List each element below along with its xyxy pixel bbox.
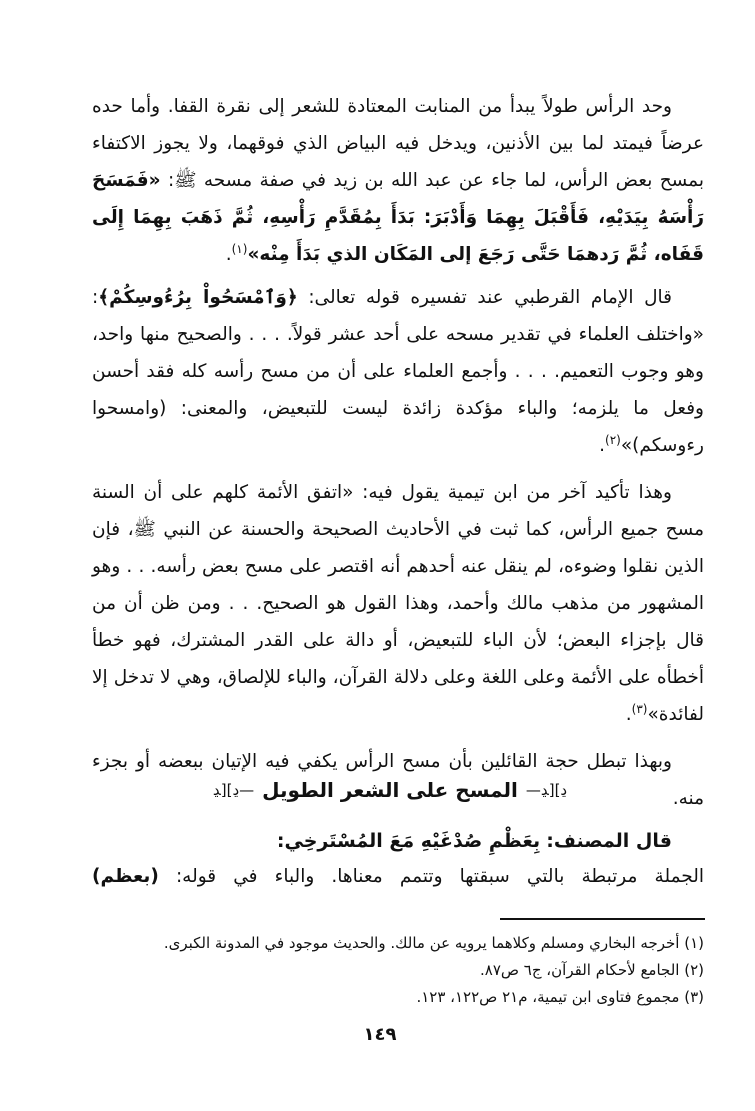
paragraph-2-intro: قال الإمام القرطبي عند تفسيره قوله تعالى:	[297, 287, 672, 308]
author-quote: بِعَظْمِ صُدْغَيْهِ مَعَ المُسْتَرخِي:	[276, 830, 541, 852]
continuation-text: الجملة مرتبطة بالتي سبقتها وتتمم معناها. والباء في قوله:	[158, 866, 704, 887]
footnote-ref-3: (٣)	[631, 701, 648, 716]
footnote-ref-1: (١)	[231, 241, 248, 256]
paragraph-2	[92, 279, 704, 464]
footnote-ref-2: (٢)	[605, 432, 621, 447]
heading-ornament-left: —ﮂ][ﮃ	[212, 781, 255, 799]
paragraph-3	[92, 474, 704, 733]
hadith-quote: «فَمَسَحَ رَأْسَهُ بِيَدَيْهِ، فَأَقْبَلَ بِهِمَا وَأَدْبَرَ: بَدَأَ بِمُقَدَّمِ رَأْسِهِ، ثُمَّ ذَهَبَ بِهِمَا إِلَى قَفَاه، ثُمَّ رَدهمَا حَتَّى رَجَعَ إلى المَكَان الذي بَدَأَ مِنْه»	[92, 170, 704, 265]
author-label: قال المصنف:	[546, 830, 672, 852]
section-heading	[200, 770, 580, 810]
heading-ornament-right: ﮂ][ﮃ—	[525, 781, 568, 799]
body-text	[92, 88, 704, 827]
continuation-line	[92, 859, 704, 895]
footnote-3: (٣) مجموع فتاوى ابن تيمية، م٢١ ص١٢٢، ١٢٣.	[416, 988, 704, 1006]
paragraph-3-text: وهذا تأكيد آخر من ابن تيمية يقول فيه: «اتفق الأئمة كلهم على أن السنة مسح جميع الرأس، كما ثبت في الأحاديث الصحيحة والحسنة عن النبي ﷺ، فإن الذين نقلوا وضوءه، لم ينقل عنه أحدهم أنه اقتصر على مسح بعض رأسه. . . وهو المشهور من مذهب مالك وأحمد، وهذا القول هو الصحيح. . . ومن ظن أن من قال بإجزاء البعض؛ لأن الباء للتبعيض، أو دالة على القدر المشترك، فهو خطأ أخطأه على الأئمة وعلى اللغة وعلى دلالة القرآن، والباء للإلصاق، وهي لا تدخل إلا لفائدة»	[92, 482, 704, 725]
continuation-emphasis: (بعظم)	[92, 866, 159, 887]
quran-verse: ﴿وَٱمْسَحُواْ بِرُءُوسِكُمْ﴾	[98, 287, 298, 308]
paragraph-1	[92, 88, 704, 273]
footnote-2: (٢) الجامع لأحكام القرآن، ج٦ ص٨٧.	[479, 961, 704, 979]
paragraph-3-end: .	[625, 704, 632, 725]
footnote-separator	[500, 918, 705, 920]
footnote-1: (١) أخرجه البخاري ومسلم وكلاهما يرويه عن مالك. والحديث موجود في المدونة الكبرى.	[163, 934, 704, 952]
paragraph-1-text: وحد الرأس طولاً يبدأ من المنابت المعتادة للشعر إلى نقرة القفا. وأما حده عرضاً فيمتد لما بين الأذنين، ويدخل فيه البياض الذي فوقهما، ولا يجوز الاكتفاء بمسح بعض الرأس، لما جاء عن عبد الله بن زيد في صفة مسحه ﷺ:	[92, 96, 704, 191]
page-number: ١٤٩	[363, 1024, 397, 1045]
paragraph-4-text: وبهذا تبطل حجة القائلين بأن مسح الرأس يكفي فيه الإتيان ببعضه أو بجزء منه.	[92, 751, 704, 809]
section-title: المسح على الشعر الطويل	[262, 778, 518, 802]
paragraph-2-end: .	[599, 435, 606, 456]
author-quote-line	[92, 823, 704, 859]
footnotes	[92, 930, 704, 1011]
paragraph-1-end: .	[225, 244, 232, 265]
paragraph-2-text: : «واختلف العلماء في تقدير مسحه على أحد عشر قولاً. . . . والصحيح منها واحد، وهو وجوب التعميم. . . . وأجمع العلماء على أن من مسح رأسه كله فقد أحسن وفعل ما يلزمه؛ والباء مؤكدة زائدة ليست للتبعيض، والمعنى: (وامسحوا رءوسكم)»	[92, 287, 704, 456]
